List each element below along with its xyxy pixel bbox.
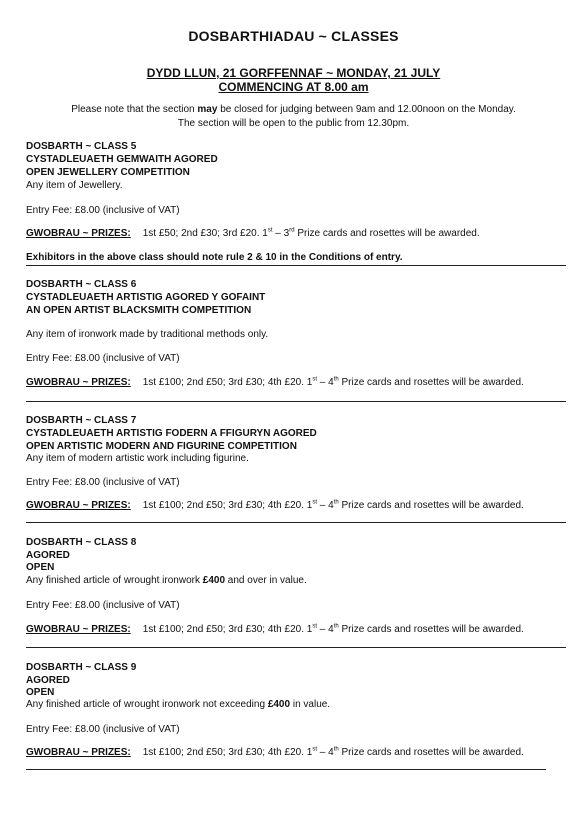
class9-english-title: OPEN (26, 687, 55, 698)
class8-prizes-b: – 4 (317, 624, 334, 635)
divider (26, 769, 546, 770)
class8-prizes-sup2: th (333, 623, 339, 630)
class6-heading: DOSBARTH ~ CLASS 6 (26, 279, 137, 290)
class9-entry-fee: Entry Fee: £8.00 (inclusive of VAT) (26, 724, 180, 735)
class9-prize-label: GWOBRAU ~ PRIZES: (26, 747, 131, 758)
class8-prizes-sup1: st (312, 623, 317, 630)
class8-description-before: Any finished article of wrought ironwork (26, 575, 200, 586)
closure-notice (0, 104, 587, 115)
class9-heading: DOSBARTH ~ CLASS 9 (26, 662, 137, 673)
class7-prize-label: GWOBRAU ~ PRIZES: (26, 500, 131, 511)
class8-entry-fee: Entry Fee: £8.00 (inclusive of VAT) (26, 600, 180, 611)
class8-english-title: OPEN (26, 562, 55, 573)
opening-notice: The section will be open to the public from 12.30pm. (177, 118, 410, 129)
class7-prizes-b: – 4 (317, 500, 334, 511)
class9-prizes-b: – 4 (317, 747, 334, 758)
class5-prize-label: GWOBRAU ~ PRIZES: (26, 228, 131, 239)
class8-heading: DOSBARTH ~ CLASS 8 (26, 537, 137, 548)
class5-prizes (26, 228, 480, 239)
class6-prizes-a: 1st £100; 2nd £50; 3rd £30; 4th £20. 1 (142, 377, 313, 388)
class5-english-title: OPEN JEWELLERY COMPETITION (26, 167, 190, 178)
class9-prizes-c: Prize cards and rosettes will be awarded. (338, 747, 524, 758)
class9-prizes-sup2: th (333, 746, 339, 753)
class9-prizes-a: 1st £100; 2nd £50; 3rd £30; 4th £20. 1 (142, 747, 313, 758)
class6-description: Any item of ironwork made by traditional methods only. (26, 329, 269, 340)
class5-welsh-title: CYSTADLEUAETH GEMWAITH AGORED (26, 154, 218, 165)
class8-description-bold: £400 (202, 575, 226, 586)
class9-prizes-sup1: st (312, 746, 317, 753)
class5-prizes-b: – 3 (272, 228, 290, 239)
divider (26, 265, 566, 266)
class8-prizes-c: Prize cards and rosettes will be awarded. (338, 624, 524, 635)
class5-entry-fee: Entry Fee: £8.00 (inclusive of VAT) (26, 205, 180, 216)
class6-prize-label: GWOBRAU ~ PRIZES: (26, 377, 131, 388)
class9-welsh-title: AGORED (26, 675, 70, 686)
divider (26, 522, 566, 523)
class9-description-bold: £400 (267, 699, 291, 710)
commencing-line: COMMENCING AT 8.00 am (218, 80, 369, 94)
date-line: DYDD LLUN, 21 GORFFENNAF ~ MONDAY, 21 JULY (146, 66, 441, 80)
class5-exhibitor-note: Exhibitors in the above class should note rule 2 & 10 in the Conditions of entry. (26, 252, 403, 263)
notice-text-after: be closed for judging between 9am and 12.00noon on the Monday. (220, 104, 516, 115)
class6-prizes-c: Prize cards and rosettes will be awarded. (338, 377, 524, 388)
class9-description (26, 699, 330, 710)
divider (26, 647, 566, 648)
notice-text-before: Please note that the section (71, 104, 195, 115)
class7-description: Any item of modern artistic work including figurine. (26, 453, 249, 464)
divider (26, 401, 566, 402)
class5-description: Any item of Jewellery. (26, 180, 123, 191)
class5-prizes-a: 1st £50; 2nd £30; 3rd £20. 1 (142, 228, 268, 239)
class8-prize-label: GWOBRAU ~ PRIZES: (26, 624, 131, 635)
class7-prizes (26, 500, 524, 511)
class7-heading: DOSBARTH ~ CLASS 7 (26, 415, 137, 426)
class6-english-title: AN OPEN ARTIST BLACKSMITH COMPETITION (26, 305, 252, 316)
class9-prizes (26, 747, 524, 758)
class7-prizes-a: 1st £100; 2nd £50; 3rd £30; 4th £20. 1 (142, 500, 313, 511)
class8-prizes (26, 624, 524, 635)
class6-prizes-sup1: st (312, 376, 317, 383)
class9-description-after: in value. (292, 699, 331, 710)
page-title: DOSBARTHIADAU ~ CLASSES (188, 28, 399, 44)
class8-description-after: and over in value. (227, 575, 307, 586)
class5-heading: DOSBARTH ~ CLASS 5 (26, 141, 137, 152)
class5-prizes-sup2: rd (289, 227, 295, 234)
class5-prizes-c: Prize cards and rosettes will be awarded. (294, 228, 480, 239)
class5-prizes-sup1: st (267, 227, 273, 234)
class7-prizes-sup1: st (312, 499, 317, 506)
class6-entry-fee: Entry Fee: £8.00 (inclusive of VAT) (26, 353, 180, 364)
class9-description-before: Any finished article of wrought ironwork not exceeding (26, 699, 266, 710)
class7-entry-fee: Entry Fee: £8.00 (inclusive of VAT) (26, 477, 180, 488)
class8-prizes-a: 1st £100; 2nd £50; 3rd £30; 4th £20. 1 (142, 624, 313, 635)
class7-welsh-title: CYSTADLEUAETH ARTISTIG FODERN A FFIGURYN AGORED (26, 428, 317, 439)
class6-prizes-sup2: th (333, 376, 339, 383)
class8-description (26, 575, 307, 586)
class7-english-title: OPEN ARTISTIC MODERN AND FIGURINE COMPETITION (26, 441, 297, 452)
class6-prizes-b: – 4 (317, 377, 334, 388)
notice-bold-may: may (197, 104, 218, 115)
class7-prizes-c: Prize cards and rosettes will be awarded. (338, 500, 524, 511)
class7-prizes-sup2: th (333, 499, 339, 506)
class8-welsh-title: AGORED (26, 550, 70, 561)
class6-welsh-title: CYSTADLEUAETH ARTISTIG AGORED Y GOFAINT (26, 292, 266, 303)
class6-prizes (26, 377, 524, 388)
